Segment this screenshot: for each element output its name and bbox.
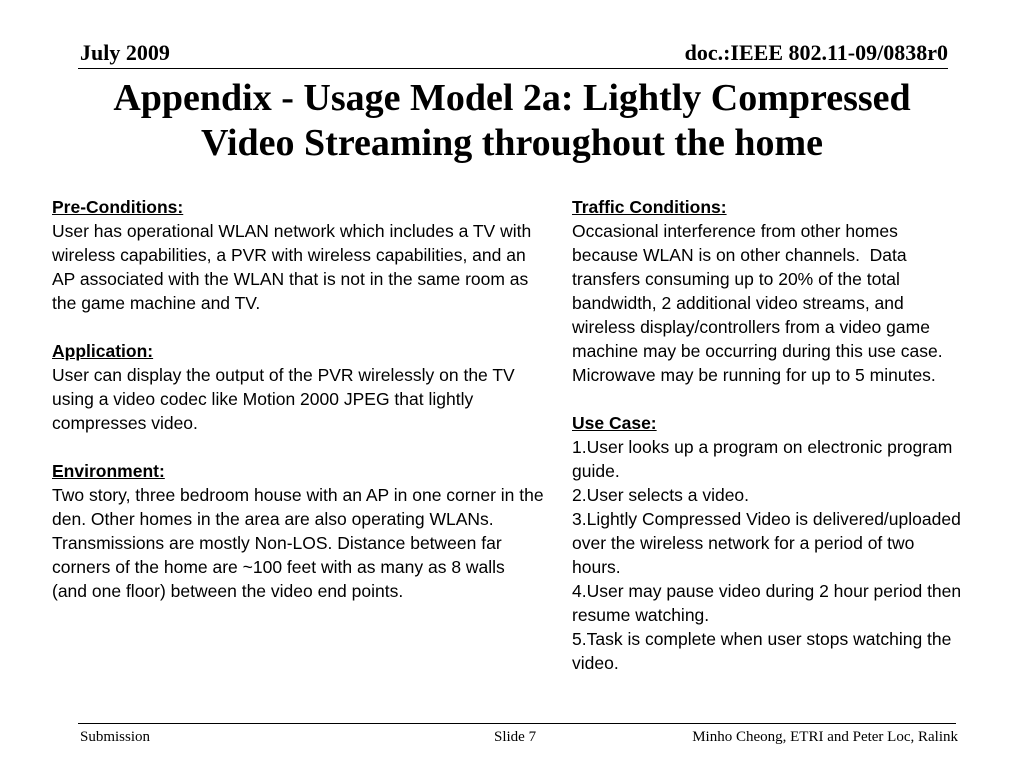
environment-text: Two story, three bedroom house with an AP in one corner in the den. Other homes in the area are also operating WLANs. Transmissions are mostly Non-LOS. Distance between far corners of the home are ~100 feet with as many as 8 walls (and one floor) between the video end points. — [52, 485, 549, 601]
header-divider — [78, 68, 948, 69]
application-section — [52, 339, 544, 435]
footer-submission: Submission — [80, 729, 151, 745]
use-case-step: 4.User may pause video during 2 hour period then resume watching. — [572, 581, 962, 625]
slide-title-line1: Appendix - Usage Model 2a: Lightly Compressed — [113, 77, 911, 119]
traffic-heading: Traffic Conditions: — [572, 197, 727, 217]
environment-heading: Environment: — [52, 461, 165, 481]
footer-divider — [78, 723, 956, 724]
environment-section — [52, 459, 549, 603]
use-case-step: 3.Lightly Compressed Video is delivered/uploaded over the wireless network for a period of two hours. — [572, 509, 961, 577]
header-doc-id: doc.:IEEE 802.11-09/0838r0 — [684, 40, 948, 65]
footer-authors: Minho Cheong, ETRI and Peter Loc, Ralink — [692, 729, 958, 745]
slide-title-line2: Video Streaming throughout the home — [200, 122, 824, 164]
use-case-step: 2.User selects a video. — [572, 485, 750, 505]
slide-title — [60, 76, 964, 166]
footer-slide-number: Slide 7 — [494, 729, 537, 745]
header-date: July 2009 — [80, 40, 170, 65]
application-heading: Application: — [52, 341, 154, 361]
use-case-step: 5.Task is complete when user stops watching the video. — [572, 629, 952, 673]
traffic-text: Occasional interference from other homes because WLAN is on other channels. Data transfers consuming up to 20% of the total bandwidth, 2 additional video streams, and wireless display/controllers from a video game machine may be occurring during this use case. Microwave may be running for up to 5 minutes. — [572, 221, 948, 385]
right-column — [572, 195, 964, 675]
use-case-heading: Use Case: — [572, 413, 657, 433]
preconditions-section — [52, 195, 544, 315]
application-text: User can display the output of the PVR wirelessly on the TV using a video codec like Motion 2000 JPEG that lightly compresses video. — [52, 365, 520, 433]
preconditions-heading: Pre-Conditions: — [52, 197, 184, 217]
use-case-step: 1.User looks up a program on electronic program guide. — [572, 437, 953, 481]
preconditions-text: User has operational WLAN network which includes a TV with wireless capabilities, a PVR with wireless capabilities, and an AP associated with the WLAN that is not in the same room as the game machine and TV. — [52, 221, 537, 313]
left-column — [52, 195, 549, 603]
traffic-section — [572, 195, 964, 387]
use-case-section — [572, 411, 964, 675]
